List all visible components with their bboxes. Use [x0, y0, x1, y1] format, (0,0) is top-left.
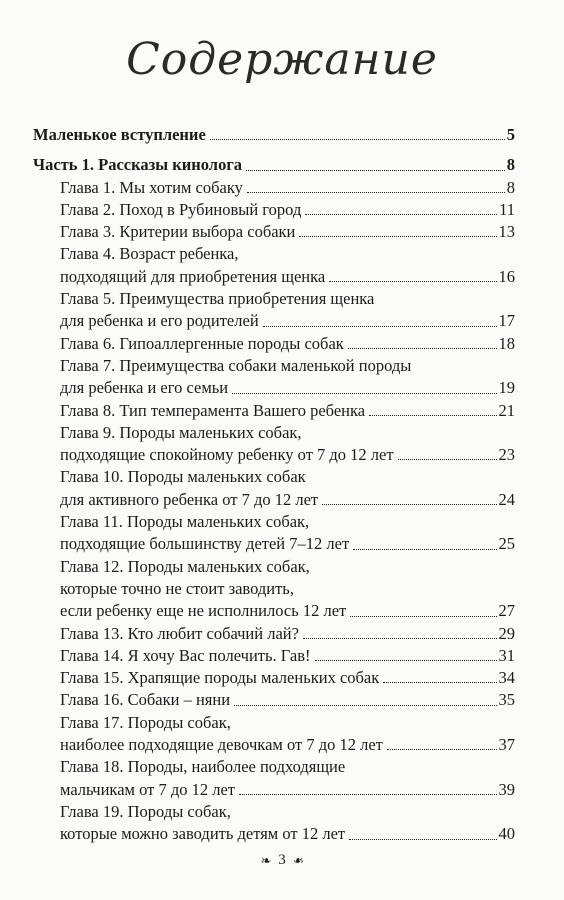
- toc-entry-text: Глава 6. Гипоаллергенные породы собак: [60, 333, 344, 353]
- toc-chapter-entry: [33, 734, 515, 756]
- toc-entry-text: для ребенка и его семьи: [60, 378, 229, 398]
- toc-entry-page: 8: [506, 155, 515, 175]
- toc-chapter-entry: [33, 578, 515, 600]
- dot-leader: [303, 638, 497, 639]
- toc-entry-text: подходящий для приобретения щенка: [60, 266, 326, 286]
- toc-entry-page: 13: [498, 222, 515, 242]
- dot-leader: [348, 348, 497, 349]
- left-ornament-icon: ❧: [260, 852, 272, 868]
- table-of-contents: [33, 124, 515, 846]
- toc-chapter-entry: [33, 400, 515, 422]
- toc-section-entry: [33, 154, 515, 176]
- toc-entry-text: Глава 17. Породы собак,: [60, 712, 231, 732]
- dot-leader: [299, 236, 496, 237]
- toc-entry-text: Глава 5. Преимущества приобретения щенка: [60, 289, 375, 309]
- dot-leader: [383, 682, 496, 683]
- dot-leader: [353, 549, 496, 550]
- toc-section-entry: [33, 124, 515, 146]
- toc-chapter-entry: [33, 801, 515, 823]
- dot-leader: [322, 504, 496, 505]
- toc-entry-text: Глава 18. Породы, наиболее подходящие: [60, 757, 346, 777]
- toc-entry-text: Глава 4. Возраст ребенка,: [60, 244, 239, 264]
- dot-leader: [329, 281, 496, 282]
- toc-entry-text: Глава 10. Породы маленьких собак: [60, 467, 306, 487]
- dot-leader: [263, 326, 497, 327]
- toc-entry-text: Глава 11. Породы маленьких собак,: [60, 512, 310, 532]
- toc-chapter-entry: [33, 623, 515, 645]
- toc-entry-page: 27: [498, 601, 515, 621]
- toc-chapter-entry: [33, 600, 515, 622]
- toc-entry-page: 23: [498, 445, 515, 465]
- toc-entry-text: Глава 9. Породы маленьких собак,: [60, 422, 302, 442]
- toc-chapter-entry: [33, 689, 515, 711]
- dot-leader: [387, 749, 497, 750]
- toc-entry-text: Глава 8. Тип темперамента Вашего ребенка: [60, 400, 366, 420]
- toc-chapter-entry: [33, 489, 515, 511]
- toc-chapter-entry: [33, 355, 515, 377]
- toc-chapter-entry: [33, 712, 515, 734]
- toc-entry-text: наиболее подходящие девочкам от 7 до 12 лет: [60, 735, 383, 755]
- toc-entry-text: мальчикам от 7 до 12 лет: [60, 779, 235, 799]
- toc-entry-text: для ребенка и его родителей: [60, 311, 259, 331]
- toc-entry-text: подходящие спокойному ребенку от 7 до 12 лет: [60, 445, 394, 465]
- dot-leader: [350, 616, 496, 617]
- toc-entry-text: Маленькое вступление: [33, 125, 206, 144]
- toc-entry-text: подходящие большинству детей 7–12 лет: [60, 534, 350, 554]
- toc-entry-text: Глава 12. Породы маленьких собак,: [60, 556, 310, 576]
- dot-leader: [239, 794, 497, 795]
- toc-entry-page: 8: [506, 177, 515, 197]
- toc-chapter-entry: [33, 756, 515, 778]
- toc-entry-text: Глава 13. Кто любит собачий лай?: [60, 623, 299, 643]
- toc-entry-text: Глава 16. Собаки – няни: [60, 690, 231, 710]
- toc-entry-text: Глава 1. Мы хотим собаку: [60, 177, 243, 197]
- toc-chapter-entry: [33, 779, 515, 801]
- dot-leader: [398, 459, 497, 460]
- toc-chapter-entry: [33, 511, 515, 533]
- toc-entry-text: Глава 3. Критерии выбора собаки: [60, 222, 296, 242]
- dot-leader: [232, 393, 496, 394]
- toc-chapter-entry: [33, 645, 515, 667]
- toc-entry-text: Глава 7. Преимущества собаки маленькой породы: [60, 355, 412, 375]
- toc-chapter-entry: [33, 533, 515, 555]
- toc-entry-page: 31: [498, 645, 515, 665]
- page-title: Содержание: [126, 34, 438, 85]
- dot-leader: [349, 839, 496, 840]
- dot-leader: [305, 214, 497, 215]
- toc-entry-text: для активного ребенка от 7 до 12 лет: [60, 489, 319, 509]
- toc-chapter-entry: [33, 288, 515, 310]
- toc-chapter-entry: [33, 556, 515, 578]
- toc-chapter-entry: [33, 377, 515, 399]
- toc-chapter-entry: [33, 221, 515, 243]
- toc-entry-page: 21: [498, 400, 515, 420]
- toc-entry-text: если ребенку еще не исполнилось 12 лет: [60, 601, 347, 621]
- dot-leader: [369, 415, 496, 416]
- right-ornament-icon: ❧: [292, 852, 304, 868]
- toc-entry-page: 25: [498, 534, 515, 554]
- toc-entry-page: 11: [499, 199, 515, 219]
- toc-chapter-entry: [33, 177, 515, 199]
- dot-leader: [315, 660, 497, 661]
- toc-chapter-entry: [33, 422, 515, 444]
- toc-entry-text: Глава 15. Храпящие породы маленьких собак: [60, 668, 380, 688]
- dot-leader: [234, 705, 496, 706]
- toc-entry-text: которые точно не стоит заводить,: [60, 578, 294, 598]
- toc-chapter-entry: [33, 199, 515, 221]
- dot-leader: [247, 192, 505, 193]
- dot-leader: [210, 139, 505, 140]
- toc-entry-page: 37: [498, 735, 515, 755]
- toc-entry-page: 18: [498, 333, 515, 353]
- toc-chapter-entry: [33, 667, 515, 689]
- toc-entry-page: 19: [498, 378, 515, 398]
- toc-entry-page: 39: [498, 779, 515, 799]
- toc-entry-page: 34: [498, 668, 515, 688]
- page-footer: [0, 852, 564, 869]
- toc-entry-page: 5: [506, 125, 515, 144]
- toc-chapter-entry: [33, 243, 515, 265]
- toc-entry-page: 24: [498, 489, 515, 509]
- toc-entry-text: Глава 2. Поход в Рубиновый город: [60, 199, 302, 219]
- dot-leader: [246, 170, 505, 171]
- page-number: 3: [278, 852, 286, 869]
- toc-entry-page: 40: [498, 824, 515, 844]
- toc-entry-page: 35: [498, 690, 515, 710]
- toc-entry-page: 16: [498, 266, 515, 286]
- toc-entry-text: Глава 14. Я хочу Вас полечить. Гав!: [60, 645, 311, 665]
- toc-chapter-entry: [33, 444, 515, 466]
- toc-chapter-entry: [33, 823, 515, 845]
- toc-entry-page: 29: [498, 623, 515, 643]
- section-gap: [33, 146, 515, 154]
- toc-entry-text: Часть 1. Рассказы кинолога: [33, 155, 243, 175]
- toc-entry-text: которые можно заводить детям от 12 лет: [60, 824, 346, 844]
- toc-entry-page: 17: [498, 311, 515, 331]
- toc-chapter-entry: [33, 333, 515, 355]
- toc-chapter-entry: [33, 466, 515, 488]
- toc-chapter-entry: [33, 266, 515, 288]
- toc-entry-text: Глава 19. Породы собак,: [60, 801, 231, 821]
- toc-chapter-entry: [33, 310, 515, 332]
